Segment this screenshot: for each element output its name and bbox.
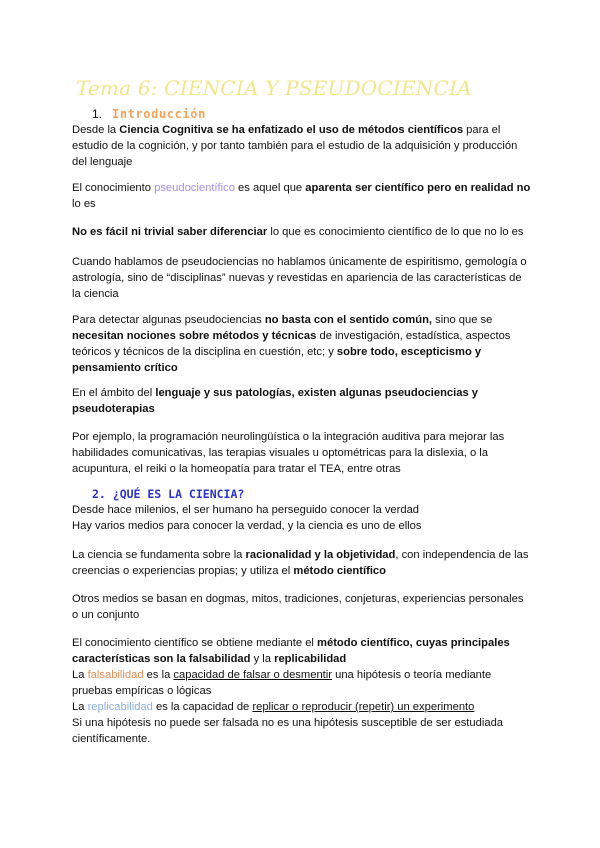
highlight-pseudocientifico: pseudocientífico <box>154 182 235 194</box>
section-heading-introduccion <box>92 107 206 121</box>
paragraph-ejemplos: Por ejemplo, la programación neurolingüística o la integración auditiva para mejorar las habilidades comunicativas, las terapias visuales u optométricas para la dislexia, o la acupuntura, el reiki o la homeopatía para tratar el TEA, entre otras <box>72 431 505 475</box>
bold-run: racionalidad y la objetividad <box>245 549 396 561</box>
bold-run: sobre todo, escepticismo y pensamiento crítico <box>72 346 482 374</box>
text-run: y la <box>250 653 275 665</box>
paragraph-ciencia-cognitiva <box>72 122 532 170</box>
text-run: para el estudio de la cognición, y por tanto también para el estudio de la adquisición y producción del lenguaje <box>72 124 518 168</box>
bold-run: No es fácil ni trivial saber diferenciar <box>72 226 268 238</box>
text-run: El conocimiento <box>72 182 155 194</box>
underlined-run: replicar o reproducir (repetir) un experimento <box>252 701 475 713</box>
bold-run: método científico, cuyas principales características son la falsabilidad <box>72 637 510 665</box>
text-run: de investigación, estadística, aspectos teóricos y técnicos de la disciplina en cuestión, etc; y <box>72 330 511 358</box>
bold-run: necesitan nociones sobre métodos y técnicas <box>72 330 317 342</box>
bold-run: aparenta ser científico pero en realidad no <box>305 182 531 194</box>
text-run: es la capacidad de <box>152 701 253 713</box>
text-run: sino que se <box>432 314 493 326</box>
bold-run: lenguaje y sus patologías, existen algunas pseudociencias y pseudoterapias <box>72 387 479 415</box>
section-label: Introducción <box>112 107 206 121</box>
text-run: una hipótesis o teoría mediante pruebas empíricas o lógicas <box>72 669 492 697</box>
paragraph-metodo-cientifico <box>72 635 532 747</box>
paragraph-pseudocientifico <box>72 180 532 212</box>
underlined-run: capacidad de falsar o desmentir <box>173 669 332 681</box>
text-run: es aquel que <box>234 182 306 194</box>
text-line: Desde hace milenios, el ser humano ha perseguido conocer la verdad <box>72 504 420 516</box>
text-run: La <box>72 701 88 713</box>
paragraph-lenguaje <box>72 385 532 417</box>
text-line: Hay varios medios para conocer la verdad, y la ciencia es uno de ellos <box>72 520 422 532</box>
bold-run: Ciencia Cognitiva se ha enfatizado el uso de métodos científicos <box>119 124 464 136</box>
highlight-falsabilidad: falsabilidad <box>87 669 144 681</box>
text-run: es la <box>143 669 174 681</box>
bold-run: replicabilidad <box>274 653 347 665</box>
text-run: , con independencia de las creencias o experiencias propias; y utiliza el <box>72 549 529 577</box>
text-run: La <box>72 669 88 681</box>
highlight-replicabilidad: replicabilidad <box>87 701 153 713</box>
text-run: La ciencia se fundamenta sobre la <box>72 549 246 561</box>
section-heading-que-es-ciencia: 2. ¿QUÉ ES LA CIENCIA? <box>92 487 245 501</box>
text-line <box>72 635 532 667</box>
text-line: Si una hipótesis no puede ser falsada no es una hipótesis susceptible de ser estudiada científicamente. <box>72 717 504 745</box>
text-run: Desde la <box>72 124 120 136</box>
document-title: Tema 6: CIENCIA Y PSEUDOCIENCIA <box>76 76 472 100</box>
section-number: 1. <box>92 107 103 121</box>
paragraph-otros-medios: Otros medios se basan en dogmas, mitos, tradiciones, conjeturas, experiencias personales o un conjunto <box>72 593 524 621</box>
paragraph-diferenciar <box>72 224 532 240</box>
paragraph-detectar <box>72 312 532 376</box>
text-run: En el ámbito del <box>72 387 156 399</box>
bold-run: no basta con el sentido común, <box>264 314 433 326</box>
text-run: lo que es conocimiento científico de lo que no lo es <box>267 226 524 238</box>
text-run: lo es <box>72 198 96 210</box>
text-line <box>72 699 532 715</box>
text-run: Para detectar algunas pseudociencias <box>72 314 265 326</box>
bold-run: método científico <box>293 565 386 577</box>
text-run: El conocimiento científico se obtiene mediante el <box>72 637 318 649</box>
paragraph-fundamento <box>72 547 532 579</box>
paragraph-verdad <box>72 502 532 534</box>
text-line <box>72 667 532 699</box>
paragraph-pseudociencias: Cuando hablamos de pseudociencias no hablamos únicamente de espiritismo, gemología o astrología, sino de “disciplinas” nuevas y revestidas en apariencia de las características de la ciencia <box>72 256 527 300</box>
